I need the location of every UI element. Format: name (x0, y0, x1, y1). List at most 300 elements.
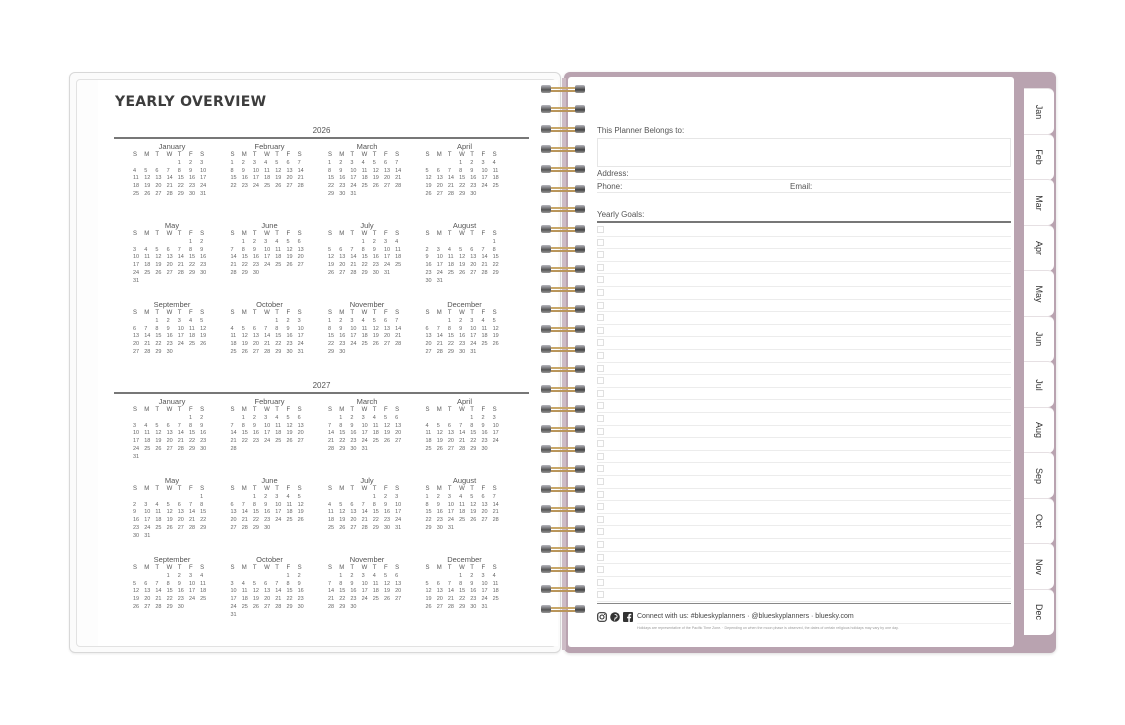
month-tab-nov[interactable] (1024, 543, 1054, 589)
goal-checkbox[interactable] (597, 415, 604, 422)
day-cell: 3 (383, 238, 387, 245)
day-cell: 1 (252, 493, 256, 500)
day-cell: 12 (339, 509, 346, 516)
goal-checkbox[interactable] (597, 541, 604, 548)
day-cell: 13 (395, 580, 402, 587)
day-cell: 3 (436, 246, 440, 253)
day-cell: 31 (447, 524, 454, 531)
day-cell: 28 (155, 603, 162, 610)
day-cell: 11 (275, 422, 281, 429)
goal-checkbox[interactable] (597, 251, 604, 258)
day-cell: 18 (200, 588, 207, 595)
weekday-header: S (297, 486, 302, 492)
day-cell: 9 (297, 580, 301, 587)
weekday-header: T (252, 407, 257, 413)
goal-checkbox[interactable] (597, 465, 604, 472)
month-tab-aug[interactable] (1024, 407, 1054, 453)
weekday-header: M (144, 152, 150, 158)
weekday-header: S (230, 486, 235, 492)
day-cell: 26 (383, 596, 391, 603)
day-cell: 3 (395, 493, 399, 500)
social-icons (597, 612, 633, 622)
day-cell: 10 (481, 580, 488, 587)
day-cell: 12 (286, 246, 293, 253)
day-cell: 1 (328, 159, 332, 166)
month-tab-jul[interactable] (1024, 361, 1054, 407)
day-cell: 17 (200, 175, 207, 182)
day-cell: 7 (447, 580, 451, 587)
day-cell: 16 (177, 588, 184, 595)
day-cell: 17 (481, 175, 488, 182)
day-cell: 11 (144, 430, 150, 437)
weekday-header: T (275, 565, 279, 571)
day-cell: 21 (395, 175, 402, 182)
tab-label: Apr (1034, 240, 1044, 255)
goal-row[interactable] (597, 476, 1011, 489)
day-cell: 1 (328, 317, 332, 324)
goal-checkbox[interactable] (597, 554, 604, 561)
instagram-icon[interactable] (597, 612, 607, 622)
day-cell: 30 (252, 269, 259, 276)
day-cell: 5 (252, 580, 256, 587)
day-cell: 8 (188, 246, 192, 253)
month-name: May (164, 476, 180, 485)
day-cell: 28 (230, 269, 237, 276)
facebook-icon[interactable] (623, 612, 633, 622)
weekday-header: T (372, 486, 377, 492)
day-cell: 1 (425, 493, 429, 500)
day-cell: 25 (275, 438, 282, 445)
day-grid (328, 486, 426, 533)
day-cell: 23 (286, 341, 293, 348)
goal-row[interactable] (597, 577, 1011, 590)
goal-row[interactable] (597, 350, 1011, 363)
day-cell: 29 (241, 269, 248, 276)
weekday-header: S (395, 310, 400, 316)
goal-checkbox[interactable] (597, 453, 604, 460)
goal-row[interactable] (597, 312, 1011, 325)
day-grid (328, 231, 426, 278)
day-cell: 19 (286, 430, 293, 437)
weekday-header: S (230, 407, 235, 413)
day-cell: 20 (425, 341, 432, 348)
day-cell: 15 (459, 175, 466, 182)
weekday-header: S (230, 231, 235, 237)
day-cell: 20 (383, 175, 391, 182)
day-cell: 13 (383, 167, 391, 174)
page-title: YEARLY OVERVIEW (115, 94, 267, 110)
weekday-header: W (361, 407, 368, 413)
day-cell: 26 (241, 348, 248, 355)
day-cell: 17 (275, 509, 282, 516)
month-name: September (153, 555, 191, 564)
goal-row[interactable] (597, 388, 1011, 401)
day-cell: 26 (133, 603, 140, 610)
weekday-header: M (144, 565, 150, 571)
day-cell: 29 (286, 603, 293, 610)
day-cell: 5 (133, 580, 137, 587)
day-cell: 18 (492, 588, 499, 595)
month-tab-dec[interactable] (1024, 589, 1054, 635)
goal-row[interactable] (597, 237, 1011, 250)
month-tab-jan[interactable] (1024, 88, 1054, 134)
day-cell: 22 (470, 438, 477, 445)
holiday-footnote: Holidays are representative of the Pacific Time Zone. · Depending on when the moon phase is observed, the dates of certain religious holidays may vary by one day. (637, 626, 899, 630)
day-cell: 25 (492, 596, 499, 603)
weekday-header: S (200, 407, 205, 413)
spiral-ring (539, 104, 587, 114)
day-cell: 24 (177, 341, 184, 348)
goal-row[interactable] (597, 363, 1011, 376)
weekday-header: S (297, 310, 302, 316)
weekday-header: T (155, 486, 160, 492)
weekday-header: M (241, 152, 247, 158)
day-cell: 8 (459, 167, 463, 174)
goal-checkbox[interactable] (597, 402, 604, 409)
day-cell: 17 (350, 175, 357, 182)
day-cell: 24 (133, 269, 140, 276)
day-grid (133, 486, 231, 541)
goal-checkbox[interactable] (597, 302, 604, 309)
day-cell: 27 (286, 183, 293, 190)
weekday-header: S (200, 231, 205, 237)
day-grid (231, 565, 329, 620)
day-cell: 22 (188, 438, 196, 445)
day-cell: 1 (286, 572, 290, 579)
goal-checkbox[interactable] (597, 440, 604, 447)
day-cell: 3 (470, 317, 474, 324)
day-cell: 2 (166, 317, 170, 324)
day-cell: 14 (166, 175, 173, 182)
day-cell: 16 (383, 509, 391, 516)
goal-row[interactable] (597, 426, 1011, 439)
goal-checkbox[interactable] (597, 327, 604, 334)
day-cell: 26 (425, 603, 432, 610)
weekday-header: F (383, 486, 388, 492)
pinterest-icon[interactable] (610, 612, 620, 622)
day-cell: 21 (328, 596, 335, 603)
day-cell: 28 (328, 445, 335, 452)
weekday-header: S (133, 310, 138, 316)
day-cell: 2 (372, 238, 376, 245)
day-cell: 21 (350, 262, 357, 269)
day-cell: 29 (328, 348, 335, 355)
day-cell: 26 (200, 341, 207, 348)
day-cell: 24 (275, 517, 282, 524)
day-cell: 27 (339, 269, 346, 276)
day-cell: 5 (459, 246, 463, 253)
spiral-ring (539, 264, 587, 274)
month-calendar (231, 142, 329, 221)
day-cell: 25 (230, 348, 237, 355)
goal-row[interactable] (597, 249, 1011, 262)
spiral-ring (539, 544, 587, 554)
month-calendar (133, 300, 231, 379)
day-cell: 12 (459, 254, 466, 261)
day-cell: 13 (350, 509, 357, 516)
goal-checkbox[interactable] (597, 591, 604, 598)
weekday-header: W (361, 565, 368, 571)
day-cell: 2 (339, 159, 343, 166)
day-cell: 9 (339, 167, 343, 174)
weekday-header: M (241, 565, 247, 571)
day-cell: 27 (470, 269, 477, 276)
goal-row[interactable] (597, 337, 1011, 350)
weekday-header: M (436, 486, 442, 492)
day-cell: 19 (372, 175, 379, 182)
goal-row[interactable] (597, 300, 1011, 313)
goal-checkbox[interactable] (597, 491, 604, 498)
goal-checkbox[interactable] (597, 579, 604, 586)
weekday-header: S (133, 231, 138, 237)
day-cell: 4 (425, 422, 429, 429)
weekday-header: M (436, 407, 442, 413)
spiral-ring (539, 444, 587, 454)
day-cell: 19 (470, 509, 477, 516)
day-cell: 16 (166, 333, 173, 340)
day-cell: 4 (241, 580, 245, 587)
day-cell: 27 (166, 269, 173, 276)
day-cell: 18 (492, 175, 499, 182)
weekday-header: S (133, 152, 138, 158)
weekday-header: T (155, 565, 160, 571)
day-cell: 17 (492, 430, 499, 437)
weekday-header: T (372, 565, 377, 571)
owner-name-field[interactable] (597, 138, 1011, 167)
goal-checkbox[interactable] (597, 516, 604, 523)
day-cell: 23 (252, 438, 259, 445)
day-cell: 27 (297, 262, 304, 269)
goal-checkbox[interactable] (597, 239, 604, 246)
weekday-header: M (144, 486, 150, 492)
day-cell: 4 (459, 493, 463, 500)
address-line[interactable] (597, 179, 1011, 180)
day-cell: 7 (230, 422, 234, 429)
goal-row[interactable] (597, 451, 1011, 464)
month-tab-feb[interactable] (1024, 134, 1054, 180)
month-tab-sep[interactable] (1024, 452, 1054, 498)
day-cell: 29 (188, 445, 196, 452)
day-cell: 18 (230, 341, 237, 348)
day-cell: 29 (275, 348, 282, 355)
day-cell: 19 (275, 175, 282, 182)
goal-row[interactable] (597, 287, 1011, 300)
day-cell: 22 (459, 596, 466, 603)
month-name: August (452, 476, 477, 485)
day-cell: 19 (425, 183, 432, 190)
weekday-header: W (264, 565, 270, 571)
month-calendar (328, 476, 426, 555)
goal-row[interactable] (597, 463, 1011, 476)
month-name: December (447, 300, 482, 309)
goal-row[interactable] (597, 325, 1011, 338)
month-tab-mar[interactable] (1024, 179, 1054, 225)
day-cell: 17 (230, 596, 237, 603)
month-tab-may[interactable] (1024, 270, 1054, 316)
goal-checkbox[interactable] (597, 339, 604, 346)
month-calendar (426, 221, 524, 300)
goal-checkbox[interactable] (597, 528, 604, 535)
day-cell: 7 (144, 325, 148, 332)
weekday-header: S (328, 231, 333, 237)
weekday-header: M (241, 486, 247, 492)
weekday-header: W (264, 152, 270, 158)
day-cell: 11 (395, 246, 401, 253)
day-cell: 16 (425, 262, 432, 269)
goal-row[interactable] (597, 413, 1011, 426)
tab-label: Jul (1034, 378, 1044, 391)
day-cell: 21 (275, 596, 282, 603)
goal-row[interactable] (597, 224, 1011, 237)
goal-checkbox[interactable] (597, 428, 604, 435)
day-cell: 29 (425, 524, 432, 531)
day-cell: 1 (177, 159, 181, 166)
goal-row[interactable] (597, 438, 1011, 451)
weekday-header: S (200, 152, 205, 158)
goal-checkbox[interactable] (597, 365, 604, 372)
goal-checkbox[interactable] (597, 352, 604, 359)
day-cell: 12 (328, 254, 335, 261)
day-cell: 25 (361, 183, 368, 190)
day-cell: 13 (339, 254, 346, 261)
goal-row[interactable] (597, 489, 1011, 502)
month-tab-jun[interactable] (1024, 316, 1054, 362)
phone-email-line[interactable] (597, 192, 1011, 193)
weekday-header: S (492, 152, 497, 158)
day-cell: 22 (447, 341, 454, 348)
day-cell: 27 (177, 524, 184, 531)
spiral-ring (539, 584, 587, 594)
day-cell: 17 (133, 438, 140, 445)
goal-checkbox[interactable] (597, 503, 604, 510)
goal-checkbox[interactable] (597, 314, 604, 321)
day-cell: 8 (470, 422, 474, 429)
goal-checkbox[interactable] (597, 226, 604, 233)
day-cell: 29 (470, 445, 477, 452)
day-cell: 29 (252, 524, 259, 531)
day-cell: 8 (275, 325, 279, 332)
goal-checkbox[interactable] (597, 289, 604, 296)
day-cell: 4 (492, 159, 496, 166)
goal-row[interactable] (597, 589, 1011, 602)
goal-row[interactable] (597, 274, 1011, 287)
day-cell: 4 (395, 238, 399, 245)
day-cell: 27 (436, 190, 443, 197)
day-cell: 30 (264, 524, 271, 531)
day-cell: 24 (436, 269, 443, 276)
day-grid (231, 231, 329, 278)
day-cell: 10 (395, 501, 402, 508)
day-cell: 20 (286, 175, 293, 182)
day-cell: 5 (155, 422, 159, 429)
goal-checkbox[interactable] (597, 478, 604, 485)
day-cell: 8 (425, 501, 429, 508)
day-cell: 12 (383, 422, 391, 429)
weekday-header: M (339, 310, 345, 316)
month-tab-apr[interactable] (1024, 225, 1054, 271)
day-cell: 13 (436, 588, 443, 595)
day-cell: 2 (241, 159, 245, 166)
day-cell: 29 (200, 524, 207, 531)
day-cell: 30 (350, 603, 357, 610)
goal-row[interactable] (597, 262, 1011, 275)
day-cell: 20 (383, 333, 391, 340)
day-cell: 5 (297, 493, 301, 500)
day-cell: 2 (436, 493, 440, 500)
day-cell: 5 (425, 580, 429, 587)
day-cell: 24 (297, 341, 304, 348)
goal-row[interactable] (597, 564, 1011, 577)
day-cell: 22 (425, 517, 432, 524)
goal-row[interactable] (597, 526, 1011, 539)
goal-row[interactable] (597, 501, 1011, 514)
day-cell: 11 (133, 175, 139, 182)
weekday-header: S (230, 310, 235, 316)
goal-row[interactable] (597, 539, 1011, 552)
day-cell: 18 (328, 517, 335, 524)
day-cell: 20 (166, 262, 173, 269)
weekday-header: T (447, 565, 452, 571)
day-cell: 18 (286, 509, 293, 516)
weekday-header: M (436, 231, 442, 237)
weekday-header: S (425, 231, 430, 237)
goal-row[interactable] (597, 400, 1011, 413)
day-cell: 4 (230, 325, 234, 332)
goal-row[interactable] (597, 375, 1011, 388)
weekday-header: F (383, 231, 388, 237)
day-cell: 9 (200, 246, 204, 253)
goal-row[interactable] (597, 514, 1011, 527)
day-grid (328, 565, 426, 612)
day-cell: 8 (328, 167, 332, 174)
day-cell: 15 (252, 509, 259, 516)
weekday-header: S (492, 565, 497, 571)
day-cell: 17 (447, 509, 454, 516)
weekday-header: S (395, 486, 400, 492)
goal-checkbox[interactable] (597, 390, 604, 397)
goal-checkbox[interactable] (597, 276, 604, 283)
weekday-header: T (177, 486, 182, 492)
day-cell: 23 (383, 517, 391, 524)
goal-checkbox[interactable] (597, 566, 604, 573)
day-cell: 7 (361, 501, 365, 508)
footnote-divider (637, 623, 1011, 624)
goal-row[interactable] (597, 552, 1011, 565)
day-cell: 3 (133, 422, 137, 429)
month-name: April (456, 142, 472, 151)
day-cell: 6 (264, 580, 268, 587)
month-tab-oct[interactable] (1024, 498, 1054, 544)
day-cell: 7 (264, 325, 268, 332)
day-cell: 9 (339, 325, 343, 332)
day-cell: 1 (372, 493, 376, 500)
weekday-header: S (395, 152, 400, 158)
day-cell: 10 (350, 325, 357, 332)
day-cell: 20 (481, 509, 488, 516)
day-cell: 4 (361, 159, 365, 166)
day-cell: 3 (492, 414, 496, 421)
goal-checkbox[interactable] (597, 377, 604, 384)
day-cell: 8 (177, 167, 181, 174)
year-divider (114, 392, 529, 394)
day-cell: 31 (470, 348, 477, 355)
goal-checkbox[interactable] (597, 264, 604, 271)
day-cell: 10 (264, 246, 271, 253)
day-cell: 20 (395, 588, 402, 595)
day-cell: 10 (133, 430, 140, 437)
day-cell: 16 (481, 430, 488, 437)
day-cell: 2 (470, 572, 474, 579)
